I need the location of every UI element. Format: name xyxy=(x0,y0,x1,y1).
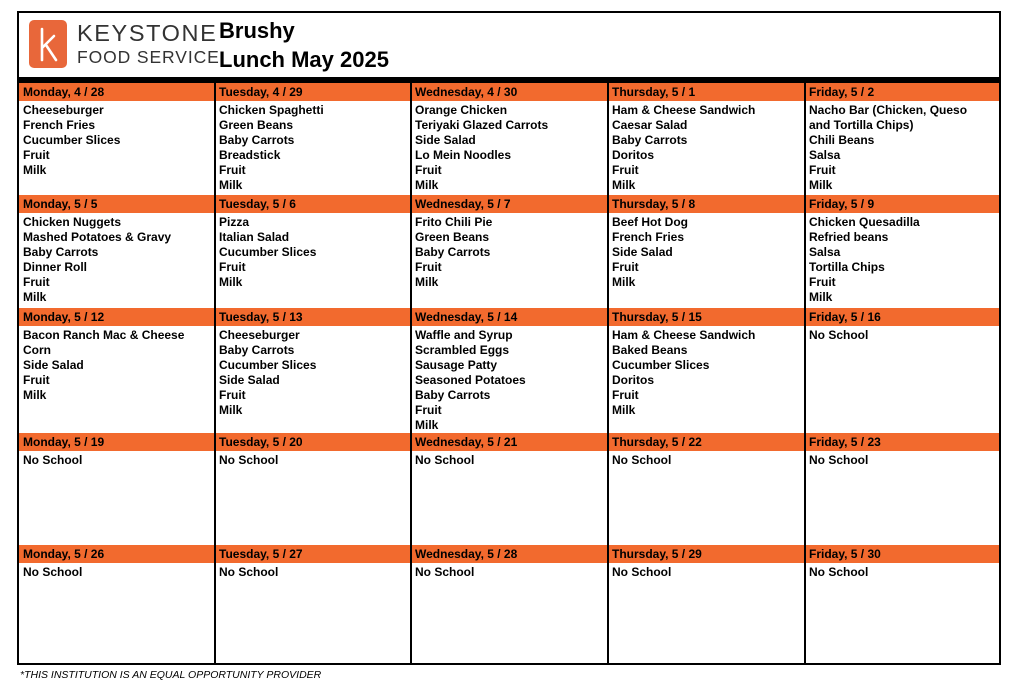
menu-item: No School xyxy=(415,453,475,467)
footer-note: *THIS INSTITUTION IS AN EQUAL OPPORTUNITY PROVIDER xyxy=(20,669,322,681)
day-cell xyxy=(215,545,411,663)
day-header: Tuesday, 5 / 13 xyxy=(215,308,411,326)
day-cell xyxy=(805,308,999,433)
keystone-k-logo-icon xyxy=(29,20,67,68)
menu-item: Baby Carrots xyxy=(219,133,295,147)
menu-item: Fruit xyxy=(612,388,639,402)
menu-item: Breadstick xyxy=(219,148,281,162)
menu-item: No School xyxy=(612,565,672,579)
day-header: Thursday, 5 / 29 xyxy=(608,545,805,563)
menu-items xyxy=(19,213,215,305)
menu-item: Salsa xyxy=(809,245,841,259)
menu-items xyxy=(215,101,411,193)
menu-item: Side Salad xyxy=(23,358,84,372)
menu-items xyxy=(19,563,215,580)
day-header: Friday, 5 / 9 xyxy=(805,195,999,213)
menu-items xyxy=(411,563,608,580)
day-header: Thursday, 5 / 1 xyxy=(608,83,805,101)
day-header: Wednesday, 4 / 30 xyxy=(411,83,608,101)
menu-item: Cucumber Slices xyxy=(219,358,317,372)
menu-item: Teriyaki Glazed Carrots xyxy=(415,118,549,132)
menu-item: Bacon Ranch Mac & Cheese xyxy=(23,328,185,342)
menu-item: Tortilla Chips xyxy=(809,260,885,274)
menu-item: Side Salad xyxy=(415,133,476,147)
day-cell xyxy=(19,83,215,195)
day-header: Wednesday, 5 / 21 xyxy=(411,433,608,451)
menu-item: Nacho Bar (Chicken, Queso xyxy=(809,103,968,117)
day-cell xyxy=(608,433,805,545)
menu-item: Milk xyxy=(612,178,636,192)
menu-items xyxy=(608,451,805,468)
keystone-logo xyxy=(29,20,219,72)
menu-item: Dinner Roll xyxy=(23,260,88,274)
menu-item: Chili Beans xyxy=(809,133,875,147)
day-cell xyxy=(411,195,608,308)
day-cell xyxy=(215,308,411,433)
menu-title xyxy=(219,16,389,74)
menu-item: Fruit xyxy=(219,163,246,177)
menu-item: Chicken Nuggets xyxy=(23,215,122,229)
menu-item: No School xyxy=(415,565,475,579)
day-header: Friday, 5 / 23 xyxy=(805,433,999,451)
menu-item: No School xyxy=(809,453,869,467)
day-cell xyxy=(19,545,215,663)
day-header: Tuesday, 5 / 6 xyxy=(215,195,411,213)
menu-item: French Fries xyxy=(23,118,96,132)
menu-item: Fruit xyxy=(219,388,246,402)
menu-item: No School xyxy=(219,453,279,467)
menu-item: Fruit xyxy=(809,275,836,289)
menu-item: No School xyxy=(809,328,869,342)
day-header: Thursday, 5 / 22 xyxy=(608,433,805,451)
menu-item: Milk xyxy=(23,388,47,402)
menu-items xyxy=(805,563,999,580)
menu-items xyxy=(411,213,608,290)
menu-item: Waffle and Syrup xyxy=(415,328,513,342)
menu-item: Milk xyxy=(415,178,439,192)
menu-item: Salsa xyxy=(809,148,841,162)
menu-items xyxy=(805,213,999,305)
day-cell xyxy=(608,195,805,308)
menu-item: Cheeseburger xyxy=(219,328,300,342)
menu-item: Cucumber Slices xyxy=(219,245,317,259)
column-divider xyxy=(607,83,609,663)
menu-item: Side Salad xyxy=(219,373,280,387)
day-cell xyxy=(805,83,999,195)
day-header: Thursday, 5 / 15 xyxy=(608,308,805,326)
menu-item: Fruit xyxy=(415,163,442,177)
menu-item: Fruit xyxy=(415,260,442,274)
day-header: Friday, 5 / 2 xyxy=(805,83,999,101)
menu-item: Chicken Spaghetti xyxy=(219,103,324,117)
menu-item: Baby Carrots xyxy=(219,343,295,357)
day-cell xyxy=(805,545,999,663)
menu-item: and Tortilla Chips) xyxy=(809,118,914,132)
menu-items xyxy=(215,213,411,290)
menu-header xyxy=(19,13,999,77)
day-header: Monday, 5 / 19 xyxy=(19,433,215,451)
day-cell xyxy=(805,195,999,308)
menu-items xyxy=(608,101,805,193)
menu-item: Cucumber Slices xyxy=(612,358,710,372)
menu-item: Pizza xyxy=(219,215,250,229)
menu-item: Italian Salad xyxy=(219,230,290,244)
menu-items xyxy=(608,213,805,290)
day-cell xyxy=(215,433,411,545)
menu-item: Cheeseburger xyxy=(23,103,104,117)
menu-item: Baby Carrots xyxy=(415,245,491,259)
menu-items xyxy=(215,451,411,468)
day-cell xyxy=(608,545,805,663)
menu-item: Caesar Salad xyxy=(612,118,688,132)
menu-item: Baby Carrots xyxy=(415,388,491,402)
day-header: Monday, 5 / 26 xyxy=(19,545,215,563)
menu-item: Doritos xyxy=(612,148,654,162)
menu-items xyxy=(805,101,999,193)
menu-items xyxy=(805,326,999,343)
menu-items xyxy=(215,563,411,580)
menu-item: No School xyxy=(23,565,83,579)
menu-item: Milk xyxy=(219,178,243,192)
menu-item: Fruit xyxy=(219,260,246,274)
menu-item: Milk xyxy=(23,163,47,177)
menu-item: Green Beans xyxy=(219,118,294,132)
menu-item: Milk xyxy=(219,275,243,289)
menu-items xyxy=(608,563,805,580)
menu-item: Milk xyxy=(612,275,636,289)
menu-item: Chicken Quesadilla xyxy=(809,215,920,229)
menu-items xyxy=(411,326,608,433)
day-cell xyxy=(608,308,805,433)
menu-item: Milk xyxy=(612,403,636,417)
school-name: Brushy xyxy=(219,18,295,43)
menu-item: Seasoned Potatoes xyxy=(415,373,526,387)
menu-item: French Fries xyxy=(612,230,685,244)
menu-item: Fruit xyxy=(612,260,639,274)
day-cell xyxy=(411,83,608,195)
menu-items xyxy=(19,326,215,403)
menu-item: Fruit xyxy=(809,163,836,177)
menu-item: Mashed Potatoes & Gravy xyxy=(23,230,172,244)
menu-item: Green Beans xyxy=(415,230,490,244)
menu-item: Baby Carrots xyxy=(23,245,99,259)
menu-item: No School xyxy=(809,565,869,579)
day-cell xyxy=(411,433,608,545)
day-header: Friday, 5 / 16 xyxy=(805,308,999,326)
menu-item: Fruit xyxy=(23,148,50,162)
day-cell xyxy=(19,308,215,433)
menu-item: Ham & Cheese Sandwich xyxy=(612,103,756,117)
menu-item: No School xyxy=(23,453,83,467)
day-header: Thursday, 5 / 8 xyxy=(608,195,805,213)
column-divider xyxy=(214,83,216,663)
menu-item: Fruit xyxy=(23,373,50,387)
menu-item: Cucumber Slices xyxy=(23,133,121,147)
column-divider xyxy=(804,83,806,663)
menu-item: Milk xyxy=(219,403,243,417)
day-header: Tuesday, 4 / 29 xyxy=(215,83,411,101)
day-cell xyxy=(805,433,999,545)
day-header: Wednesday, 5 / 7 xyxy=(411,195,608,213)
menu-items xyxy=(19,451,215,468)
column-divider xyxy=(410,83,412,663)
menu-item: Side Salad xyxy=(612,245,673,259)
day-header: Wednesday, 5 / 14 xyxy=(411,308,608,326)
menu-item: Fruit xyxy=(23,275,50,289)
menu-item: Fruit xyxy=(612,163,639,177)
menu-item: Ham & Cheese Sandwich xyxy=(612,328,756,342)
day-cell xyxy=(411,545,608,663)
menu-items xyxy=(411,101,608,193)
menu-item: Milk xyxy=(809,178,833,192)
menu-item: Fruit xyxy=(415,403,442,417)
menu-item: No School xyxy=(612,453,672,467)
day-header: Monday, 5 / 5 xyxy=(19,195,215,213)
menu-item: Sausage Patty xyxy=(415,358,498,372)
day-header: Monday, 4 / 28 xyxy=(19,83,215,101)
menu-items xyxy=(608,326,805,418)
day-header: Wednesday, 5 / 28 xyxy=(411,545,608,563)
day-cell xyxy=(215,195,411,308)
day-cell xyxy=(411,308,608,433)
menu-month: Lunch May 2025 xyxy=(219,47,389,72)
day-cell xyxy=(215,83,411,195)
menu-items xyxy=(805,451,999,468)
menu-grid xyxy=(19,83,999,663)
menu-item: Baby Carrots xyxy=(612,133,688,147)
menu-item: Corn xyxy=(23,343,51,357)
day-header: Monday, 5 / 12 xyxy=(19,308,215,326)
menu-item: Frito Chili Pie xyxy=(415,215,493,229)
menu-item: Baked Beans xyxy=(612,343,688,357)
logo-line1: KEYSTONE xyxy=(77,20,218,46)
menu-item: Milk xyxy=(415,418,439,432)
day-header: Tuesday, 5 / 20 xyxy=(215,433,411,451)
day-cell xyxy=(608,83,805,195)
menu-item: Milk xyxy=(809,290,833,304)
day-cell xyxy=(19,433,215,545)
day-header: Friday, 5 / 30 xyxy=(805,545,999,563)
menu-calendar xyxy=(17,11,1001,665)
day-cell xyxy=(19,195,215,308)
menu-items xyxy=(19,101,215,178)
menu-item: Milk xyxy=(23,290,47,304)
menu-items xyxy=(215,326,411,418)
menu-item: Beef Hot Dog xyxy=(612,215,688,229)
menu-item: Milk xyxy=(415,275,439,289)
logo-line2: FOOD SERVICE xyxy=(77,47,220,67)
menu-item: Refried beans xyxy=(809,230,889,244)
menu-item: Scrambled Eggs xyxy=(415,343,510,357)
menu-item: Orange Chicken xyxy=(415,103,508,117)
menu-items xyxy=(411,451,608,468)
menu-item: Lo Mein Noodles xyxy=(415,148,511,162)
day-header: Tuesday, 5 / 27 xyxy=(215,545,411,563)
menu-item: No School xyxy=(219,565,279,579)
menu-item: Doritos xyxy=(612,373,654,387)
